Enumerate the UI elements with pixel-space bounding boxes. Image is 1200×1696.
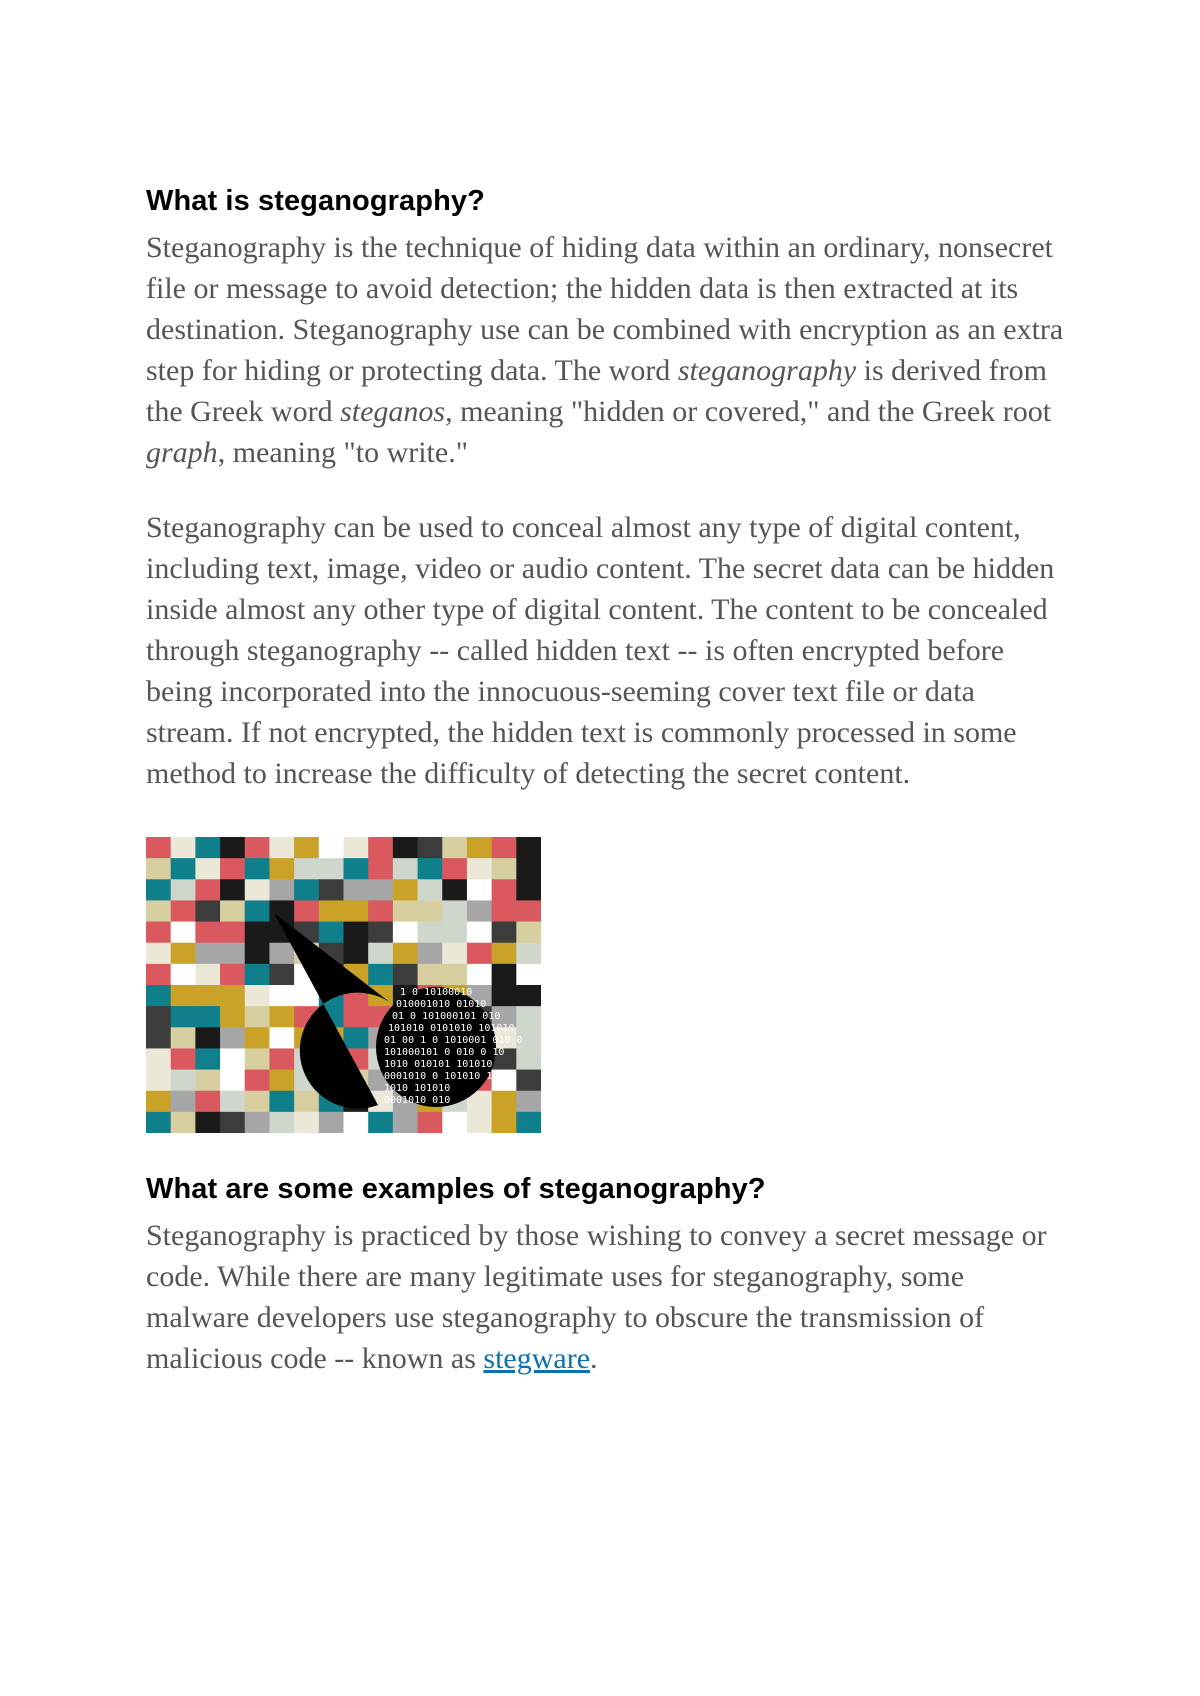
mosaic-tile: [171, 985, 196, 1007]
mosaic-tile: [516, 879, 541, 901]
mosaic-tile: [171, 964, 196, 986]
mosaic-tile: [245, 1070, 270, 1092]
mosaic-tile: [418, 900, 443, 922]
mosaic-tile: [418, 879, 443, 901]
term-steganography: steganography: [677, 354, 857, 387]
definition-text-1: Steganography is the technique of hiding data within an ordinary, nonsecret file or message to avoid detection; the hidden data is then extracted at its destination. Steganography use can be combined with encryption as an extra step for hiding or protecting data. The word: [146, 231, 1064, 387]
mosaic-tile: [245, 837, 270, 859]
mosaic-tile: [344, 1112, 369, 1133]
mosaic-tile: [516, 943, 541, 965]
mosaic-tile: [269, 943, 294, 965]
mosaic-tile: [467, 964, 492, 986]
mosaic-tile: [467, 837, 492, 859]
mosaic-tile: [146, 1027, 171, 1049]
mosaic-tile: [269, 1048, 294, 1070]
definition-text-3: , meaning "hidden or covered," and the Greek root: [445, 395, 1052, 428]
mosaic-tile: [319, 900, 344, 922]
mosaic-tile: [269, 1091, 294, 1113]
mosaic-tile: [344, 879, 369, 901]
mosaic-tile: [467, 922, 492, 944]
mosaic-tile: [467, 943, 492, 965]
mosaic-tile: [220, 900, 245, 922]
mosaic-tile: [146, 943, 171, 965]
mosaic-tile: [393, 837, 418, 859]
mosaic-tile: [442, 943, 467, 965]
mosaic-tile: [418, 964, 443, 986]
mosaic-tile: [146, 1091, 171, 1113]
mosaic-tile: [516, 964, 541, 986]
mosaic-tile: [516, 1048, 541, 1070]
mosaic-tile: [146, 1112, 171, 1133]
mosaic-tile: [146, 922, 171, 944]
mosaic-tile: [146, 837, 171, 859]
mosaic-tile: [492, 922, 517, 944]
mosaic-tile: [171, 1091, 196, 1113]
mosaic-tile: [171, 922, 196, 944]
mosaic-tile: [269, 879, 294, 901]
mosaic-tile: [344, 922, 369, 944]
mosaic-tile: [146, 1006, 171, 1028]
mosaic-tile: [171, 837, 196, 859]
mosaic-tile: [269, 1070, 294, 1092]
mosaic-tile: [442, 1112, 467, 1133]
binary-line: 101000101 0 010 0 10: [384, 1047, 505, 1058]
mosaic-tile: [220, 879, 245, 901]
mosaic-tile: [195, 1006, 220, 1028]
mosaic-tile: [516, 1070, 541, 1092]
mosaic-tile: [146, 1048, 171, 1070]
mosaic-tile: [146, 985, 171, 1007]
mosaic-tile: [220, 1070, 245, 1092]
mosaic-tile: [418, 943, 443, 965]
mosaic-tile: [393, 964, 418, 986]
steganography-illustration: [146, 837, 541, 1133]
mosaic-tile: [492, 858, 517, 880]
binary-line: 1 0 10100010: [400, 987, 473, 998]
mosaic-tile: [269, 1027, 294, 1049]
mosaic-tile: [245, 879, 270, 901]
mosaic-tile: [245, 1112, 270, 1133]
binary-line: 010001010 01010: [396, 999, 487, 1010]
mosaic-tile: [269, 964, 294, 986]
mosaic-tile: [344, 1027, 369, 1049]
mosaic-tile: [269, 900, 294, 922]
mosaic-tile: [492, 1091, 517, 1113]
mosaic-tile: [467, 879, 492, 901]
examples-end: .: [590, 1342, 598, 1375]
mosaic-tile: [195, 1048, 220, 1070]
mosaic-tile: [393, 943, 418, 965]
mosaic-tile: [269, 858, 294, 880]
mosaic-tile: [220, 985, 245, 1007]
mosaic-tile: [294, 879, 319, 901]
binary-line: 1010 101010: [384, 1083, 451, 1094]
mosaic-tile: [220, 1091, 245, 1113]
mosaic-tile: [516, 837, 541, 859]
mosaic-tile: [195, 964, 220, 986]
mosaic-tile: [195, 922, 220, 944]
definition-text-2: is derived from the Greek word: [146, 354, 1047, 428]
term-steganos: steganos: [340, 395, 446, 428]
mosaic-tile: [171, 943, 196, 965]
mosaic-tile: [516, 1112, 541, 1133]
mosaic-tile: [516, 1091, 541, 1113]
mosaic-tile: [344, 837, 369, 859]
binary-line: 101010 0101010 101010: [388, 1023, 515, 1034]
mosaic-tile: [368, 879, 393, 901]
definition-text-4: , meaning "to write.": [217, 436, 468, 469]
mosaic-tile: [171, 1048, 196, 1070]
mosaic-tile: [492, 837, 517, 859]
mosaic-tile: [393, 900, 418, 922]
mosaic-tile: [442, 922, 467, 944]
mosaic-tile: [344, 943, 369, 965]
mosaic-tile: [245, 943, 270, 965]
mosaic-tile: [220, 943, 245, 965]
mosaic-tile: [492, 900, 517, 922]
mosaic-tile: [245, 1091, 270, 1113]
mosaic-tile: [368, 922, 393, 944]
mosaic-tile: [171, 1006, 196, 1028]
mosaic-tile: [220, 922, 245, 944]
mosaic-tile: [319, 922, 344, 944]
mosaic-tile: [344, 900, 369, 922]
mosaic-tile: [492, 879, 517, 901]
mosaic-tile: [220, 1027, 245, 1049]
mosaic-tile: [393, 922, 418, 944]
mosaic-tile: [492, 1112, 517, 1133]
mosaic-tile: [195, 1027, 220, 1049]
mosaic-tile: [319, 858, 344, 880]
mosaic-tile: [146, 900, 171, 922]
mosaic-tile: [442, 900, 467, 922]
mosaic-tile: [220, 1006, 245, 1028]
mosaic-tile: [195, 985, 220, 1007]
mosaic-tile: [467, 900, 492, 922]
mosaic-tile: [368, 858, 393, 880]
term-graph: graph: [146, 436, 218, 469]
document-page: [146, 184, 1066, 1379]
mosaic-tile: [368, 1112, 393, 1133]
mosaic-tile: [516, 922, 541, 944]
mosaic-tile: [245, 964, 270, 986]
mosaic-tile: [516, 858, 541, 880]
mosaic-tile: [269, 1006, 294, 1028]
mosaic-tile: [418, 837, 443, 859]
mosaic-tile: [220, 1112, 245, 1133]
mosaic-tile: [294, 900, 319, 922]
mosaic-tile: [319, 1112, 344, 1133]
pixel-mosaic-image: [146, 837, 541, 1133]
mosaic-tile: [195, 879, 220, 901]
mosaic-tile: [171, 900, 196, 922]
mosaic-tile: [294, 837, 319, 859]
mosaic-tile: [245, 922, 270, 944]
mosaic-tile: [418, 858, 443, 880]
mosaic-tile: [245, 1048, 270, 1070]
mosaic-tile: [368, 943, 393, 965]
heading-what-is-steganography: What is steganography?: [146, 185, 485, 217]
mosaic-tile: [245, 985, 270, 1007]
mosaic-tile: [467, 858, 492, 880]
mosaic-tile: [393, 1112, 418, 1133]
mosaic-tile: [195, 1070, 220, 1092]
mosaic-tile: [195, 837, 220, 859]
binary-line: 1010 010101 101010: [384, 1059, 493, 1070]
mosaic-tile: [269, 1112, 294, 1133]
examples-text: Steganography is practiced by those wishing to convey a secret message or code. While there are many legitimate uses for steganography, some malware developers use steganography to obscure the transmission of malicious code -- known as: [146, 1219, 1047, 1375]
mosaic-tile: [195, 900, 220, 922]
mosaic-tile: [195, 943, 220, 965]
mosaic-tile: [393, 879, 418, 901]
binary-line: 0001010 0 101010 101: [384, 1071, 505, 1082]
mosaic-tile: [442, 837, 467, 859]
mosaic-tile: [171, 1070, 196, 1092]
mosaic-tile: [245, 1027, 270, 1049]
mosaic-tile: [492, 985, 517, 1007]
mosaic-tile: [393, 858, 418, 880]
mosaic-tile: [146, 879, 171, 901]
stegware-link[interactable]: stegware: [483, 1342, 591, 1375]
paragraph-uses: Steganography can be used to conceal almost any type of digital content, including text, image, video or audio content. The secret data can be hidden inside almost any other type of digital content. The content to be concealed through steganography -- called hidden text -- is often encrypted before being incorporated into the innocuous-seeming cover text file or data stream. If not encrypted, the hidden text is commonly processed in some method to increase the difficulty of detecting the secret content.: [146, 511, 1055, 790]
mosaic-tile: [146, 964, 171, 986]
mosaic-tile: [220, 1048, 245, 1070]
mosaic-tile: [344, 858, 369, 880]
mosaic-tile: [418, 1112, 443, 1133]
mosaic-tile: [442, 879, 467, 901]
mosaic-tile: [220, 837, 245, 859]
mosaic-tile: [171, 1112, 196, 1133]
mosaic-tile: [195, 1091, 220, 1113]
mosaic-tile: [245, 900, 270, 922]
paragraph-examples: [146, 1215, 1066, 1379]
mosaic-tile: [269, 837, 294, 859]
mosaic-tile: [516, 985, 541, 1007]
mosaic-tile: [294, 1091, 319, 1113]
mosaic-tile: [368, 837, 393, 859]
mosaic-tile: [368, 900, 393, 922]
mosaic-tile: [442, 964, 467, 986]
mosaic-tile: [492, 943, 517, 965]
mosaic-tile: [269, 985, 294, 1007]
mosaic-tile: [344, 1006, 369, 1028]
binary-line: 01 0 101000101 010: [392, 1011, 501, 1022]
mosaic-tile: [492, 964, 517, 986]
mosaic-tile: [442, 858, 467, 880]
mosaic-tile: [245, 858, 270, 880]
mosaic-tile: [220, 964, 245, 986]
binary-line: 01 00 1 0 1010001 010 0: [384, 1035, 523, 1046]
mosaic-tile: [319, 879, 344, 901]
mosaic-tile: [171, 879, 196, 901]
mosaic-tile: [195, 858, 220, 880]
mosaic-tile: [294, 1112, 319, 1133]
mosaic-tile: [516, 900, 541, 922]
paragraph-definition: [146, 227, 1066, 473]
mosaic-tile: [195, 1112, 220, 1133]
mosaic-tile: [220, 858, 245, 880]
mosaic-tile: [146, 858, 171, 880]
mosaic-tile: [171, 858, 196, 880]
mosaic-tile: [516, 1006, 541, 1028]
mosaic-tile: [294, 858, 319, 880]
mosaic-tile: [467, 1112, 492, 1133]
mosaic-tile: [319, 837, 344, 859]
heading-examples: What are some examples of steganography?: [146, 1173, 766, 1205]
mosaic-tile: [146, 1070, 171, 1092]
mosaic-tile: [245, 1006, 270, 1028]
binary-line: 0001010 010: [384, 1095, 451, 1106]
mosaic-tile: [171, 1027, 196, 1049]
mosaic-tile: [418, 922, 443, 944]
mosaic-tile: [368, 964, 393, 986]
